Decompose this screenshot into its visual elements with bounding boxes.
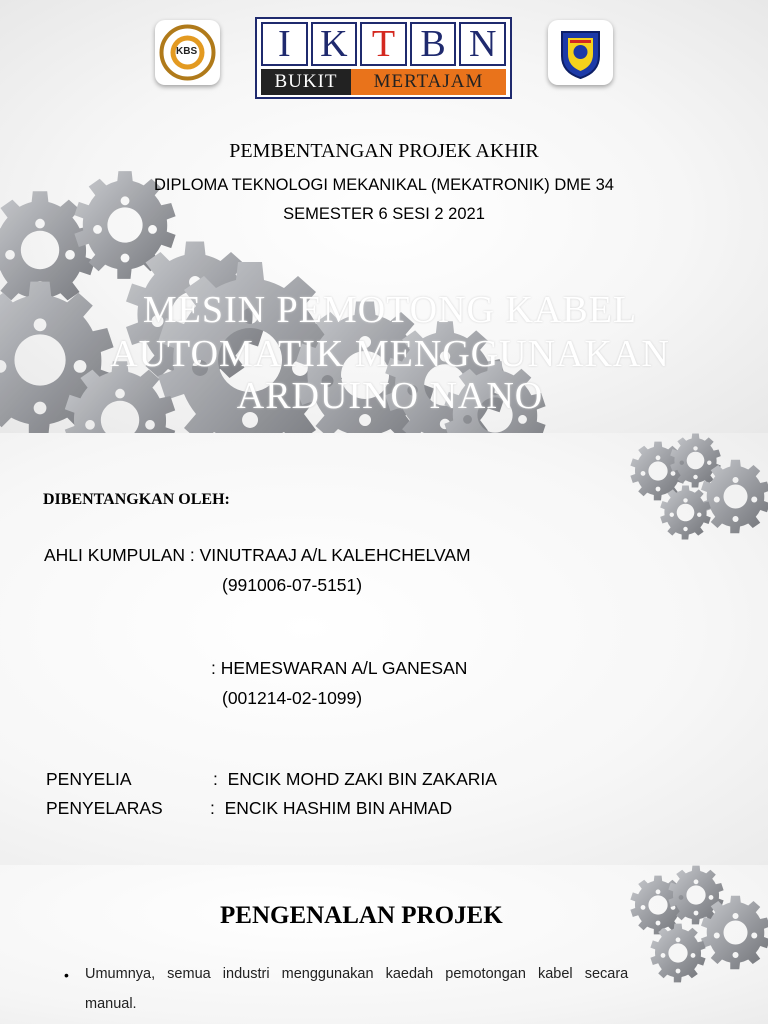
semester-line: SEMESTER 6 SESI 2 2021 (283, 205, 485, 223)
group-members-line: AHLI KUMPULAN : VINUTRAAJ A/L KALEHCHELVAM (44, 545, 471, 565)
iktbn-letter-i: I (261, 22, 308, 66)
intro-slide (0, 865, 768, 1024)
supervisor-label: PENYELIA (46, 769, 132, 789)
slide3-heading: PENGENALAN PROJEK (220, 902, 503, 929)
iktbn-bukit: BUKIT (261, 69, 351, 95)
crest-logo (548, 20, 613, 85)
iktbn-letter-b: B (410, 22, 457, 66)
bullet1-line2: manual. (85, 996, 137, 1012)
project-title-line2: AUTOMATIK MENGGUNAKAN (110, 333, 670, 375)
iktbn-letter-t: T (360, 22, 407, 66)
slide1-heading: PEMBENTANGAN PROJEK AKHIR (229, 140, 539, 162)
gears-decoration (628, 433, 768, 543)
diploma-line: DIPLOMA TEKNOLOGI MEKANIKAL (MEKATRONIK) DME 34 (154, 176, 614, 194)
iktbn-mertajam: MERTAJAM (351, 69, 506, 95)
iktbn-letter-n: N (459, 22, 506, 66)
bullet-marker: • (64, 967, 69, 983)
supervisor-value: : ENCIK MOHD ZAKI BIN ZAKARIA (213, 769, 497, 789)
coordinator-value: : ENCIK HASHIM BIN AHMAD (210, 798, 453, 818)
member2-name: : HEMESWARAN A/L GANESAN (211, 658, 468, 678)
project-title-line3: ARDUINO NANO (236, 375, 544, 417)
title-slide (0, 0, 768, 433)
shield-crest-icon (548, 20, 613, 85)
coordinator-label: PENYELARAS (46, 798, 163, 818)
iktbn-letter-k: K (311, 22, 358, 66)
kbs-logo-text: KBS (176, 46, 198, 57)
kbs-logo (155, 20, 220, 85)
member1-id: (991006-07-5151) (222, 575, 363, 595)
presented-by-label: DIBENTANGKAN OLEH: (43, 491, 230, 508)
bullet1-line1: Umumnya, semua industri menggunakan kaedah pemotongan kabel secara (85, 966, 629, 982)
members-slide (0, 433, 768, 865)
project-title-line1: MESIN PEMOTONG KABEL (142, 289, 638, 331)
member2-id: (001214-02-1099) (222, 688, 363, 708)
iktbn-logo (255, 17, 512, 99)
gears-decoration (628, 865, 768, 985)
